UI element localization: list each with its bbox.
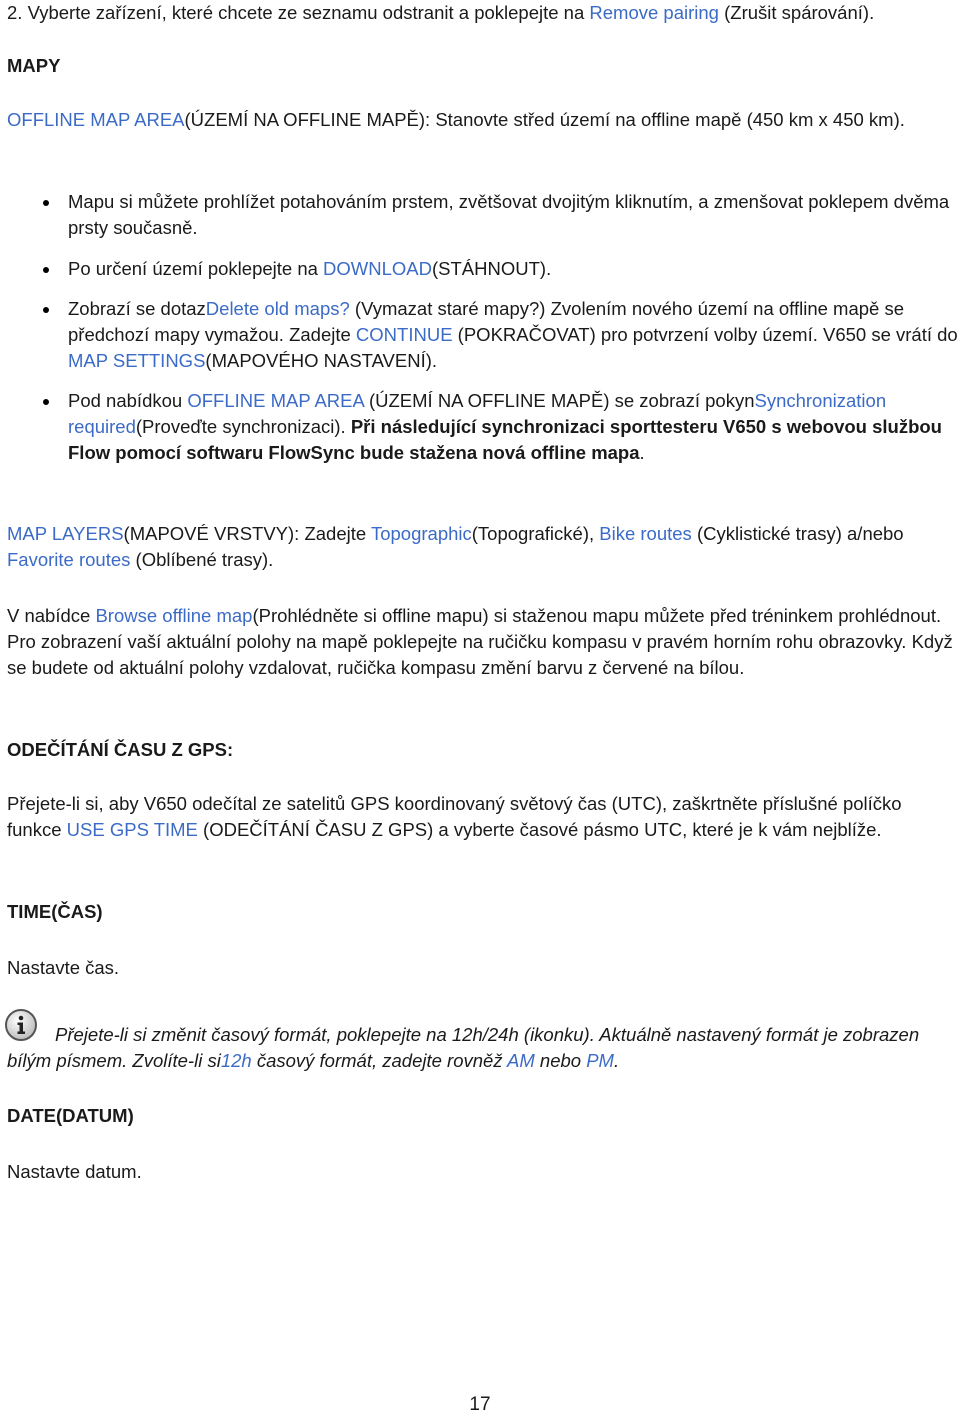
paragraph-text: V nabídce: [7, 605, 96, 626]
sync-note-bold: Při následující synchronizaci sporttesteru V650 s webovou službou Flow pomocí softwaru FlowSync bude stažena nová offline mapa: [68, 416, 942, 463]
bullet-text: [68, 388, 960, 466]
bullet-icon: [43, 399, 49, 405]
map-layers-paragraph: [7, 521, 957, 573]
use-gps-time-term: USE GPS TIME: [66, 819, 198, 840]
note-text: Přejete-li si změnit časový formát, poklepejte na 12h/24h (ikonku). Aktuálně nastavený formát je zobrazen bílým písmem. Zvolíte-li si: [7, 1024, 920, 1071]
list-item: [7, 189, 957, 241]
offline-map-area-term: OFFLINE MAP AREA: [7, 109, 185, 130]
offline-map-area-paragraph: [7, 107, 957, 133]
mapy-heading: MAPY: [7, 55, 61, 76]
bullet-text-part: (ÚZEMÍ NA OFFLINE MAPĚ) se zobrazí pokyn: [363, 390, 755, 411]
step-2-text: 2. Vyberte zařízení, které chcete ze seznamu odstranit a poklepejte na: [7, 2, 590, 23]
paragraph-text: (Topografické),: [471, 523, 600, 544]
bullet-icon: [43, 267, 49, 273]
bullet-text-part: Po určení území poklepejte na: [68, 258, 324, 279]
browse-paragraph: [7, 603, 957, 681]
time-heading: TIME(ČAS): [7, 901, 103, 922]
bullet-text-part: (MAPOVÉHO NASTAVENÍ).: [205, 350, 438, 371]
paragraph-text: Přejete-li si, aby V650 odečítal ze satelitů GPS koordinovaný světový čas (UTC), zaškrtněte příslušné políčko funkce: [7, 793, 902, 840]
paragraph-text: (Cyklistické trasy) a/nebo: [691, 523, 904, 544]
list-item: [7, 296, 957, 374]
date-heading: DATE(DATUM): [7, 1105, 134, 1126]
note-text: .: [613, 1050, 620, 1071]
bullet-icon: [43, 307, 49, 313]
bullet-icon: [43, 200, 49, 206]
info-icon: [4, 1008, 38, 1042]
step-2-suffix: (Zrušit spárování).: [718, 2, 875, 23]
step-2-paragraph: [7, 0, 957, 26]
bullet-text: [68, 256, 960, 282]
12h-term: 12h: [220, 1050, 252, 1071]
list-item: [7, 256, 957, 282]
map-layers-term: MAP LAYERS: [7, 523, 124, 544]
offline-map-area-text: (ÚZEMÍ NA OFFLINE MAPĚ): Stanovte střed území na offline mapě (450 km x 450 km).: [184, 109, 905, 130]
gps-heading: ODEČÍTÁNÍ ČASU Z GPS:: [7, 739, 234, 760]
am-term: AM: [507, 1050, 535, 1071]
time-text: Nastavte čas.: [7, 957, 120, 978]
page-number: 17: [469, 1394, 491, 1415]
bullet-text-part: Pod nabídkou: [68, 390, 188, 411]
bullet-text-part: (Proveďte synchronizaci).: [135, 416, 351, 437]
bullet-text: Mapu si můžete prohlížet potahováním prstem, zvětšovat dvojitým kliknutím, a zmenšovat poklepem dvěma prsty současně.: [68, 191, 950, 238]
date-text: Nastavte datum.: [7, 1161, 142, 1182]
download-term: DOWNLOAD: [323, 258, 432, 279]
bike-routes-term: Bike routes: [599, 523, 692, 544]
paragraph-text: (MAPOVÉ VRSTVY): Zadejte: [123, 523, 371, 544]
gps-paragraph: [7, 791, 957, 843]
remove-pairing-term: Remove pairing: [589, 2, 719, 23]
map-settings-term: MAP SETTINGS: [68, 350, 206, 371]
bullet-text: [68, 296, 960, 374]
bullet-text-part: .: [639, 442, 645, 463]
favorite-routes-term: Favorite routes: [7, 549, 131, 570]
paragraph-text: (ODEČÍTÁNÍ ČASU Z GPS) a vyberte časové pásmo UTC, které je k vám nejblíže.: [197, 819, 882, 840]
note-text: nebo: [534, 1050, 587, 1071]
list-item: [7, 388, 957, 466]
topographic-term: Topographic: [370, 523, 472, 544]
bullet-text-part: (POKRAČOVAT) pro potvrzení volby území. V650 se vrátí do: [452, 324, 958, 345]
browse-offline-map-term: Browse offline map: [95, 605, 253, 626]
pm-term: PM: [586, 1050, 614, 1071]
paragraph-text: (Prohlédněte si offline mapu) si staženou mapu můžete před tréninkem prohlédnout. Pro zobrazení vaší aktuální polohy na mapě poklepejte na ručičku kompasu v pravém horním rohu obrazovky. Když se budete od aktuální polohy vzdalovat, ručička kompasu změní barvu z červené na bílou.: [7, 605, 953, 678]
info-note: [7, 1022, 957, 1074]
bullet-text-part: (Vymazat staré mapy?) Zvolením nového území na offline mapě se předchozí mapy vymažou. Zadejte: [68, 298, 905, 345]
delete-old-maps-term: Delete old maps?: [205, 298, 350, 319]
offline-map-area-term: OFFLINE MAP AREA: [187, 390, 364, 411]
paragraph-text: (Oblíbené trasy).: [130, 549, 274, 570]
synchronization-required-term: Synchronization required: [68, 390, 887, 437]
bullet-text-part: Zobrazí se dotaz: [68, 298, 206, 319]
note-text: časový formát, zadejte rovněž: [251, 1050, 508, 1071]
bullet-text-part: (STÁHNOUT).: [432, 258, 552, 279]
continue-term: CONTINUE: [355, 324, 453, 345]
